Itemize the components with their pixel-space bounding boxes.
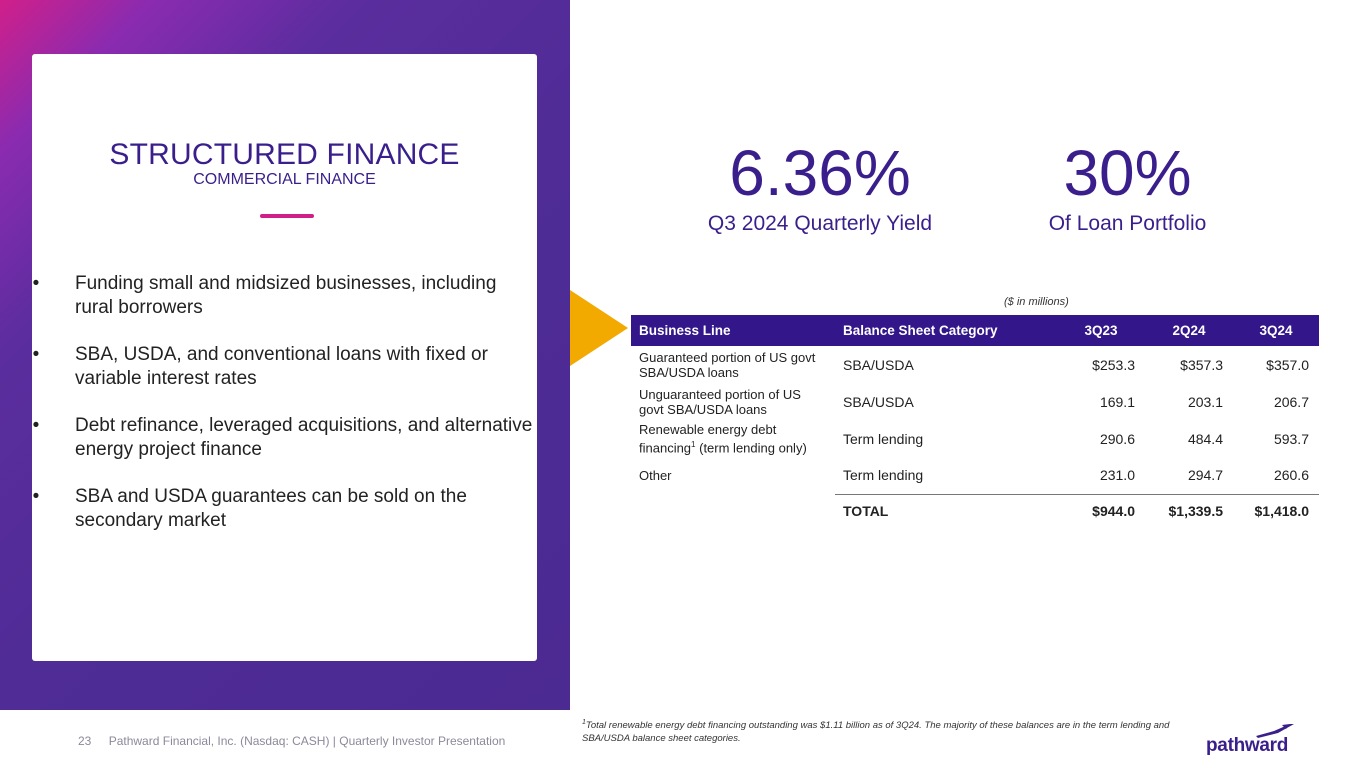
table-row [631, 383, 1319, 420]
cell-business-line: Unguaranteed portion of US govt SBA/USDA loans [639, 386, 801, 417]
cell-3q24: $357.0 [1266, 356, 1309, 373]
cell-empty [631, 494, 835, 527]
bullet-item: • SBA and USDA guarantees can be sold on the secondary market [32, 485, 537, 533]
cell-2q24: $357.3 [1180, 356, 1223, 373]
page-number: 23 [78, 734, 92, 748]
card-title: STRUCTURED FINANCE [109, 138, 460, 171]
header-3q23: 3Q23 [1057, 315, 1145, 346]
cell-category: SBA/USDA [843, 393, 914, 410]
cell-total-3q23: $944.0 [1057, 494, 1145, 527]
bullet-list [32, 272, 537, 556]
gold-arrow-icon [570, 290, 628, 366]
pathward-logo [1206, 722, 1296, 758]
bullet-dot-icon: • [32, 415, 40, 436]
footer-text: Pathward Financial, Inc. (Nasdaq: CASH) | Quarterly Investor Presentation [108, 734, 506, 748]
bullet-dot-icon: • [32, 344, 40, 365]
cell-3q23: 169.1 [1099, 393, 1135, 410]
cell-business-line: Renewable energy debt financing$^1$ (term lending only) [639, 421, 807, 456]
accent-divider [260, 214, 314, 218]
cell-business-line: Other [639, 468, 672, 483]
bullet-item: • Debt refinance, leveraged acquisitions, and alternative energy project finance [32, 414, 537, 462]
bullet-item: • SBA, USDA, and conventional loans with fixed or variable interest rates [32, 343, 537, 391]
table-total-row [631, 494, 1319, 527]
table-row [631, 346, 1319, 383]
cell-category: Term lending [843, 430, 924, 447]
bullet-dot-icon: • [32, 273, 40, 294]
info-card [32, 54, 537, 661]
cell-2q24: 484.4 [1187, 430, 1223, 447]
stat-portfolio [1020, 138, 1235, 236]
card-subtitle: COMMERCIAL FINANCE [193, 171, 376, 188]
table-row [631, 457, 1319, 494]
table-header-row [631, 315, 1319, 346]
cell-3q23: 231.0 [1099, 467, 1135, 484]
footnote-marker: 1 [691, 439, 696, 449]
cell-total-2q24: $1,339.5 [1145, 494, 1233, 527]
bullet-dot-icon: • [32, 486, 40, 507]
cell-3q23: 290.6 [1099, 430, 1135, 447]
header-balance-sheet-category: Balance Sheet Category [835, 315, 1057, 346]
cell-3q24: 206.7 [1273, 393, 1309, 410]
table-units-note: ($ in millions) [1004, 296, 1069, 308]
stat-yield [690, 138, 950, 236]
header-3q24: 3Q24 [1233, 315, 1319, 346]
bullet-item: • Funding small and midsized businesses, including rural borrowers [32, 272, 537, 320]
cell-3q23: $253.3 [1092, 356, 1135, 373]
stat-value: 30% [1063, 137, 1192, 209]
cell-2q24: 203.1 [1187, 393, 1223, 410]
cell-business-line: Guaranteed portion of US govt SBA/USDA loans [639, 349, 816, 380]
stat-value: 6.36% [729, 137, 911, 209]
stat-label: Of Loan Portfolio [1048, 212, 1207, 235]
cell-3q24: 260.6 [1273, 467, 1309, 484]
cell-2q24: 294.7 [1187, 467, 1223, 484]
logo-wordmark: pathward [1206, 735, 1289, 756]
header-2q24: 2Q24 [1145, 315, 1233, 346]
footnote-marker: 1 [582, 719, 586, 726]
cell-category: SBA/USDA [843, 356, 914, 373]
stat-label: Q3 2024 Quarterly Yield [707, 212, 933, 235]
business-line-table [631, 315, 1319, 527]
header-business-line: Business Line [631, 315, 835, 346]
page-footer [78, 734, 505, 748]
footnote: $^1$Total renewable energy debt financing outstanding was $1.11 billion as of 3Q24. The majority of these balances are in the term lending and SBA/USDA balance sheet categories. [582, 719, 1170, 745]
cell-3q24: 593.7 [1273, 430, 1309, 447]
cell-category: Term lending [843, 467, 924, 484]
cell-total-3q24: $1,418.0 [1233, 494, 1319, 527]
cell-total-label: TOTAL [835, 494, 1057, 527]
table-row [631, 420, 1319, 457]
